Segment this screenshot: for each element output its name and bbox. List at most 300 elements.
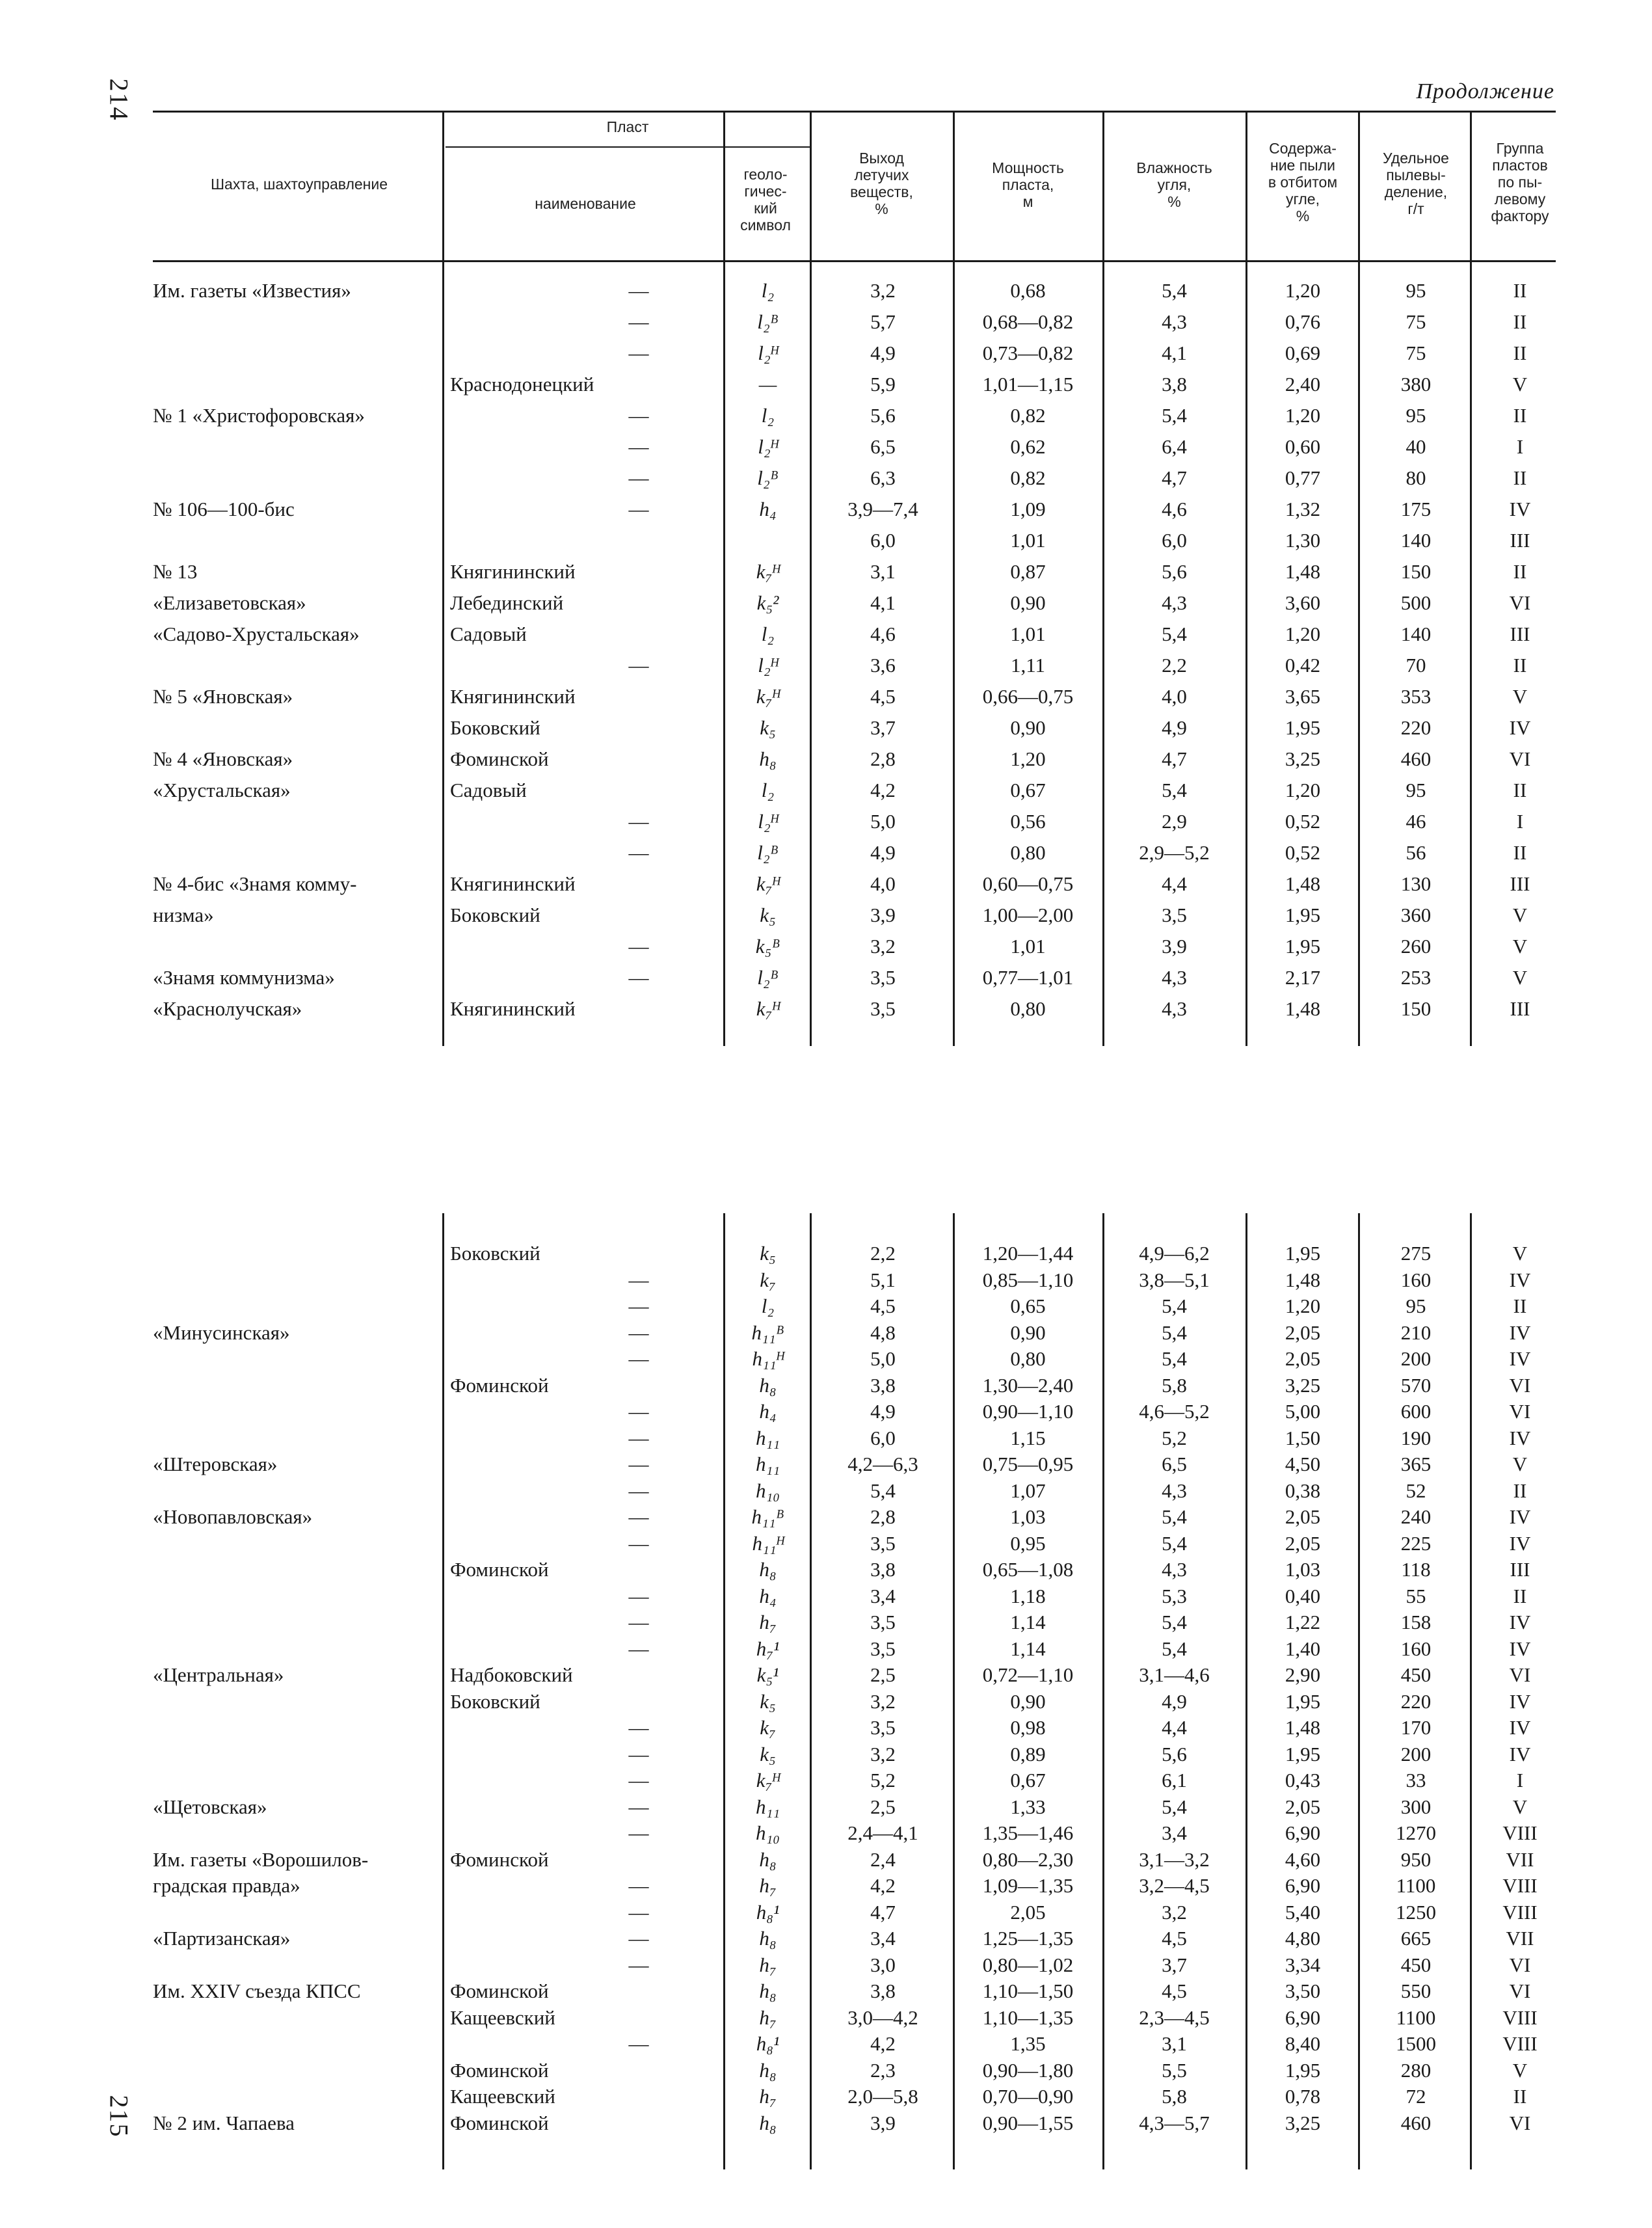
cell-sym: h₁₁ᴮ — [751, 1321, 784, 1344]
cell-mine: № 5 «Яновская» — [153, 685, 293, 708]
cell-dust: 1,20 — [1285, 404, 1321, 427]
cell-grp: VI — [1509, 1980, 1531, 2002]
cell-dust: 0,60 — [1285, 435, 1321, 458]
cell-rel: 240 — [1400, 1505, 1432, 1528]
cell-th: 0,66—0,75 — [982, 685, 1074, 708]
cell-sym: l₂ᴮ — [757, 466, 779, 489]
cell-dust: 1,95 — [1285, 904, 1321, 926]
cell-th: 1,01 — [1010, 935, 1046, 958]
cell-sym: h₈ — [759, 2111, 777, 2134]
cell-th: 1,15 — [1010, 1426, 1046, 1449]
cell-name: — — [628, 310, 649, 333]
cell-dust: 2,05 — [1285, 1321, 1321, 1344]
cell-name: Кащеевский — [450, 2006, 555, 2029]
cell-name: — — [628, 1769, 649, 1792]
cell-dust: 4,60 — [1285, 1847, 1321, 1871]
cell-rel: 72 — [1406, 2085, 1426, 2108]
cell-rel: 450 — [1400, 1953, 1432, 1976]
cell-sym: h₇ — [759, 1611, 777, 1633]
cell-moist: 5,8 — [1162, 1373, 1187, 1397]
cell-mine: «Партизанская» — [153, 1927, 291, 1950]
cell-name: Фоминской — [450, 1980, 549, 2002]
header-seam: Пласт — [606, 118, 649, 135]
cell-sym: k₇ᴴ — [756, 560, 780, 583]
cell-mine: № 13 — [153, 560, 198, 583]
cell-moist: 4,6—5,2 — [1139, 1400, 1210, 1423]
cell-name: — — [628, 1611, 649, 1633]
cell-mine: Им. газеты «Известия» — [153, 279, 351, 302]
cell-mine: Им. XXIV съезда КПСС — [153, 1980, 361, 2002]
cell-th: 0,65 — [1010, 1295, 1046, 1317]
cell-th: 0,77—1,01 — [982, 966, 1074, 989]
cell-vol: 4,9 — [870, 1400, 896, 1423]
cell-th: 0,72—1,10 — [982, 1663, 1074, 1686]
cell-grp: IV — [1509, 1426, 1531, 1449]
cell-vol: 2,5 — [870, 1663, 896, 1686]
cell-dust: 1,22 — [1285, 1611, 1321, 1633]
cell-vol: 3,0 — [870, 1953, 896, 1976]
cell-dust: 2,40 — [1285, 373, 1321, 396]
cell-sym: h₁₁ — [755, 1426, 780, 1449]
cell-grp: VI — [1509, 591, 1531, 614]
cell-dust: 0,40 — [1285, 1584, 1321, 1607]
cell-sym: k₅ — [760, 904, 776, 926]
page-number-bottom: 215 — [104, 2095, 134, 2138]
cell-th: 0,87 — [1010, 560, 1046, 583]
cell-grp: II — [1513, 279, 1527, 302]
cell-name: Лебединский — [450, 591, 564, 614]
cell-moist: 4,3 — [1162, 1558, 1187, 1581]
cell-grp: VI — [1509, 1373, 1531, 1397]
cell-dust: 0,78 — [1285, 2085, 1321, 2108]
seam-header-rule — [446, 146, 810, 148]
cell-name: — — [628, 1505, 649, 1528]
cell-vol: 3,2 — [870, 1742, 896, 1765]
cell-vol: 5,0 — [870, 1347, 896, 1370]
cell-moist: 4,6 — [1162, 498, 1187, 520]
cell-grp: VI — [1509, 747, 1531, 770]
cell-name: — — [628, 1426, 649, 1449]
cell-th: 0,90 — [1010, 591, 1046, 614]
cell-vol: 5,7 — [870, 310, 896, 333]
cell-th: 1,14 — [1010, 1637, 1046, 1660]
cell-name: Надбоковский — [450, 1663, 573, 1686]
cell-grp: IV — [1509, 498, 1531, 520]
cell-vol: 5,0 — [870, 810, 896, 833]
header-moisture: Влажность угля, % — [1136, 159, 1212, 210]
cell-vol: 4,2 — [870, 2032, 896, 2055]
cell-rel: 56 — [1406, 841, 1426, 864]
cell-grp: VI — [1509, 1663, 1531, 1686]
cell-vol: 5,2 — [870, 1769, 896, 1792]
cell-moist: 5,4 — [1162, 1505, 1187, 1528]
cell-rel: 140 — [1400, 529, 1432, 552]
cell-rel: 95 — [1406, 1295, 1426, 1317]
cell-dust: 1,20 — [1285, 1295, 1321, 1317]
cell-vol: 3,5 — [870, 1531, 896, 1555]
cell-rel: 460 — [1400, 2111, 1432, 2134]
cell-moist: 5,4 — [1162, 1321, 1187, 1344]
cell-grp: III — [1510, 623, 1530, 645]
cell-vol: 3,5 — [870, 997, 896, 1020]
cell-rel: 300 — [1400, 1795, 1432, 1818]
cell-moist: 4,7 — [1162, 747, 1187, 770]
cell-rel: 150 — [1400, 997, 1432, 1020]
cell-rel: 225 — [1400, 1531, 1432, 1555]
cell-name: — — [628, 1716, 649, 1739]
cell-grp: IV — [1509, 1689, 1531, 1713]
cell-dust: 2,17 — [1285, 966, 1321, 989]
cell-th: 1,00—2,00 — [982, 904, 1074, 926]
cell-th: 0,90—1,80 — [982, 2058, 1074, 2082]
cell-th: 1,11 — [1010, 654, 1046, 677]
cell-mine: «Садово-Хрустальская» — [153, 623, 360, 645]
cell-th: 1,01 — [1010, 623, 1046, 645]
cell-rel: 500 — [1400, 591, 1432, 614]
cell-dust: 1,20 — [1285, 623, 1321, 645]
cell-dust: 6,90 — [1285, 1874, 1321, 1897]
header-seam-name: наименование — [535, 195, 636, 212]
cell-moist: 5,4 — [1162, 1795, 1187, 1818]
cell-grp: II — [1513, 404, 1527, 427]
cell-vol: 3,4 — [870, 1584, 896, 1607]
cell-vol: 3,9—7,4 — [847, 498, 918, 520]
cell-th: 1,03 — [1010, 1505, 1046, 1528]
cell-dust: 3,25 — [1285, 747, 1321, 770]
cell-dust: 4,80 — [1285, 1927, 1321, 1950]
cell-name: — — [628, 1900, 649, 1924]
cell-grp: IV — [1509, 1531, 1531, 1555]
cell-rel: 360 — [1400, 904, 1432, 926]
cell-mine: «Штеровская» — [153, 1453, 278, 1475]
cell-sym: k₇ — [760, 1716, 776, 1739]
cell-sym: h₄ — [759, 498, 777, 520]
column-divider — [723, 113, 725, 1046]
cell-grp: V — [1512, 966, 1528, 989]
cell-rel: 95 — [1406, 279, 1426, 302]
cell-rel: 80 — [1406, 466, 1426, 489]
cell-grp: I — [1516, 1769, 1524, 1792]
cell-sym: h₁₁ᴮ — [751, 1505, 784, 1528]
cell-sym: k₅ — [760, 1242, 776, 1265]
cell-dust: 1,95 — [1285, 716, 1321, 739]
page-number-top: 214 — [104, 78, 134, 122]
cell-vol: 5,6 — [870, 404, 896, 427]
cell-sym: l₂ — [761, 404, 775, 427]
cell-th: 0,80 — [1010, 997, 1046, 1020]
column-divider — [442, 113, 444, 1046]
cell-mine: «Елизаветовская» — [153, 591, 306, 614]
cell-rel: 150 — [1400, 560, 1432, 583]
cell-name: Фоминской — [450, 1847, 549, 1871]
cell-moist: 4,3—5,7 — [1139, 2111, 1210, 2134]
cell-moist: 3,4 — [1162, 1821, 1187, 1844]
cell-mine: «Центральная» — [153, 1663, 284, 1686]
cell-grp: III — [1510, 997, 1530, 1020]
cell-sym: k₇ — [760, 1268, 776, 1291]
cell-grp: III — [1510, 1558, 1530, 1581]
cell-sym: h₇ — [759, 1953, 777, 1976]
cell-name: — — [628, 1531, 649, 1555]
cell-sym: h₁₀ — [755, 1479, 780, 1502]
column-divider — [810, 1213, 812, 2169]
cell-name: — — [628, 810, 649, 833]
header-volatiles: Выход летучих веществ, % — [850, 150, 913, 217]
cell-moist: 3,9 — [1162, 935, 1187, 958]
cell-vol: 2,4 — [870, 1847, 896, 1871]
cell-th: 1,20—1,44 — [982, 1242, 1074, 1265]
cell-rel: 253 — [1400, 966, 1432, 989]
cell-vol: 6,0 — [870, 529, 896, 552]
cell-th: 0,60—0,75 — [982, 872, 1074, 895]
cell-dust: 1,95 — [1285, 1742, 1321, 1765]
cell-name: — — [628, 1637, 649, 1660]
cell-grp: V — [1512, 1453, 1528, 1475]
cell-grp: VII — [1506, 1847, 1534, 1871]
cell-moist: 5,4 — [1162, 1347, 1187, 1370]
cell-rel: 1270 — [1396, 1821, 1436, 1844]
cell-rel: 40 — [1406, 435, 1426, 458]
cell-moist: 4,9 — [1162, 716, 1187, 739]
cell-moist: 4,3 — [1162, 966, 1187, 989]
cell-name: Княгининский — [450, 560, 576, 583]
cell-dust: 3,25 — [1285, 1373, 1321, 1397]
cell-sym: h₁₀ — [755, 1821, 780, 1844]
cell-grp: II — [1513, 342, 1527, 364]
cell-rel: 1100 — [1396, 1874, 1436, 1897]
header-dust-content: Содержа- ние пыли в отбитом угле, % — [1268, 140, 1338, 224]
cell-name: Фоминской — [450, 1558, 549, 1581]
cell-moist: 4,3 — [1162, 997, 1187, 1020]
cell-dust: 0,52 — [1285, 810, 1321, 833]
cell-sym: k₇ᴴ — [756, 872, 780, 895]
cell-mine: «Знамя коммунизма» — [153, 966, 335, 989]
cell-vol: 4,1 — [870, 591, 896, 614]
cell-dust: 1,48 — [1285, 560, 1321, 583]
cell-name: Фоминской — [450, 1373, 549, 1397]
cell-sym: h₈ — [759, 1558, 777, 1581]
cell-moist: 5,6 — [1162, 560, 1187, 583]
cell-name: Фоминской — [450, 747, 549, 770]
cell-name: — — [628, 498, 649, 520]
cell-dust: 1,95 — [1285, 935, 1321, 958]
cell-th: 1,01 — [1010, 529, 1046, 552]
cell-vol: 5,4 — [870, 1479, 896, 1502]
cell-grp: II — [1513, 1479, 1527, 1502]
cell-sym: h₈ — [759, 1847, 777, 1871]
column-divider — [723, 1213, 725, 2169]
cell-dust: 4,50 — [1285, 1453, 1321, 1475]
cell-moist: 6,0 — [1162, 529, 1187, 552]
cell-moist: 4,3 — [1162, 1479, 1187, 1502]
cell-grp: IV — [1509, 1637, 1531, 1660]
cell-name: Боковский — [450, 904, 540, 926]
cell-vol: 3,9 — [870, 904, 896, 926]
cell-moist: 3,1—4,6 — [1139, 1663, 1210, 1686]
cell-vol: 6,0 — [870, 1426, 896, 1449]
cell-rel: 190 — [1400, 1426, 1432, 1449]
cell-moist: 2,3—4,5 — [1139, 2006, 1210, 2029]
cell-vol: 4,6 — [870, 623, 896, 645]
cell-dust: 0,76 — [1285, 310, 1321, 333]
cell-th: 2,05 — [1010, 1900, 1046, 1924]
cell-grp: II — [1513, 1295, 1527, 1317]
cell-mine: «Краснолучская» — [153, 997, 302, 1020]
cell-vol: 4,2—6,3 — [847, 1453, 918, 1475]
cell-moist: 5,4 — [1162, 623, 1187, 645]
cell-vol: 2,8 — [870, 1505, 896, 1528]
cell-th: 0,56 — [1010, 810, 1046, 833]
cell-vol: 6,3 — [870, 466, 896, 489]
cell-dust: 0,69 — [1285, 342, 1321, 364]
cell-th: 0,67 — [1010, 1769, 1046, 1792]
cell-th: 0,98 — [1010, 1716, 1046, 1739]
cell-th: 0,80—1,02 — [982, 1953, 1074, 1976]
cell-rel: 380 — [1400, 373, 1432, 396]
cell-vol: 3,1 — [870, 560, 896, 583]
cell-sym: h₈ — [759, 1373, 777, 1397]
cell-sym: k₅ — [760, 1689, 776, 1713]
cell-rel: 158 — [1400, 1611, 1432, 1633]
cell-rel: 275 — [1400, 1242, 1432, 1265]
cell-sym: l₂ — [761, 779, 775, 801]
cell-rel: 118 — [1401, 1558, 1431, 1581]
cell-grp: III — [1510, 872, 1530, 895]
cell-rel: 140 — [1400, 623, 1432, 645]
cell-sym: k₇ᴴ — [756, 1769, 780, 1792]
cell-th: 0,80 — [1010, 1347, 1046, 1370]
cell-grp: V — [1512, 904, 1528, 926]
cell-moist: 4,7 — [1162, 466, 1187, 489]
cell-vol: 3,4 — [870, 1927, 896, 1950]
cell-sym: l₂ — [761, 1295, 775, 1317]
cell-dust: 1,03 — [1285, 1558, 1321, 1581]
cell-grp: VIII — [1502, 1874, 1538, 1897]
cell-mine: № 4-бис «Знамя комму- — [153, 872, 357, 895]
cell-sym: h₈¹ — [756, 2032, 780, 2055]
column-divider — [1358, 113, 1360, 1046]
cell-moist: 4,3 — [1162, 591, 1187, 614]
cell-rel: 460 — [1400, 747, 1432, 770]
cell-rel: 1500 — [1396, 2032, 1436, 2055]
cell-name: Боковский — [450, 1689, 540, 1713]
cell-moist: 4,5 — [1162, 1980, 1187, 2002]
cell-vol: 3,2 — [870, 935, 896, 958]
cell-sym: h₈ — [759, 747, 777, 770]
cell-dust: 0,43 — [1285, 1769, 1321, 1792]
cell-vol: 2,2 — [870, 1242, 896, 1265]
cell-vol: 3,5 — [870, 1637, 896, 1660]
cell-moist: 3,8 — [1162, 373, 1187, 396]
cell-vol: 2,8 — [870, 747, 896, 770]
cell-sym: l₂ — [761, 279, 775, 302]
column-divider — [1358, 1213, 1360, 2169]
cell-th: 0,68—0,82 — [982, 310, 1074, 333]
cell-grp: IV — [1509, 1611, 1531, 1633]
cell-moist: 3,2—4,5 — [1139, 1874, 1210, 1897]
cell-vol: 4,8 — [870, 1321, 896, 1344]
cell-rel: 33 — [1406, 1769, 1426, 1792]
cell-th: 1,09—1,35 — [982, 1874, 1074, 1897]
cell-mine: «Хрустальская» — [153, 779, 291, 801]
cell-dust: 3,60 — [1285, 591, 1321, 614]
cell-vol: 3,5 — [870, 1611, 896, 1633]
cell-dust: 1,40 — [1285, 1637, 1321, 1660]
cell-dust: 3,50 — [1285, 1980, 1321, 2002]
cell-grp: II — [1513, 466, 1527, 489]
cell-rel: 95 — [1406, 779, 1426, 801]
cell-vol: 3,8 — [870, 1980, 896, 2002]
cell-name: — — [628, 935, 649, 958]
cell-moist: 5,4 — [1162, 1611, 1187, 1633]
cell-name: — — [628, 1795, 649, 1818]
cell-sym: h₄ — [759, 1400, 777, 1423]
cell-sym: l₂ᴴ — [758, 435, 778, 458]
cell-moist: 5,4 — [1162, 279, 1187, 302]
cell-rel: 665 — [1400, 1927, 1432, 1950]
cell-dust: 1,48 — [1285, 997, 1321, 1020]
cell-vol: 4,7 — [870, 1900, 896, 1924]
cell-moist: 4,9 — [1162, 1689, 1187, 1713]
cell-moist: 2,9 — [1162, 810, 1187, 833]
cell-vol: 3,8 — [870, 1558, 896, 1581]
cell-th: 0,65—1,08 — [982, 1558, 1074, 1581]
cell-grp: IV — [1509, 1716, 1531, 1739]
cell-th: 0,82 — [1010, 466, 1046, 489]
cell-rel: 170 — [1400, 1716, 1432, 1739]
cell-th: 0,89 — [1010, 1742, 1046, 1765]
cell-dust: 6,90 — [1285, 2006, 1321, 2029]
cell-moist: 5,4 — [1162, 404, 1187, 427]
cell-name: Боковский — [450, 1242, 540, 1265]
cell-mine: № 1 «Христофоровская» — [153, 404, 365, 427]
cell-moist: 5,6 — [1162, 1742, 1187, 1765]
cell-dust: 5,00 — [1285, 1400, 1321, 1423]
cell-dust: 1,20 — [1285, 279, 1321, 302]
cell-moist: 3,8—5,1 — [1139, 1268, 1210, 1291]
cell-sym: h₈¹ — [756, 1900, 780, 1924]
cell-vol: 4,2 — [870, 1874, 896, 1897]
cell-dust: 2,90 — [1285, 1663, 1321, 1686]
cell-vol: 3,8 — [870, 1373, 896, 1397]
cell-rel: 70 — [1406, 654, 1426, 677]
cell-sym: l₂ᴮ — [757, 841, 779, 864]
cell-th: 1,10—1,50 — [982, 1980, 1074, 2002]
cell-name: — — [628, 1347, 649, 1370]
cell-vol: 3,2 — [870, 1689, 896, 1713]
cell-moist: 5,4 — [1162, 779, 1187, 801]
cell-grp: II — [1513, 2085, 1527, 2108]
cell-rel: 52 — [1406, 1479, 1426, 1502]
cell-vol: 3,5 — [870, 966, 896, 989]
cell-name: — — [628, 1742, 649, 1765]
cell-sym: h₁₁ — [755, 1453, 780, 1475]
cell-rel: 1100 — [1396, 2006, 1436, 2029]
cell-rel: 570 — [1400, 1373, 1432, 1397]
cell-name: — — [628, 1953, 649, 1976]
cell-sym: l₂ᴮ — [757, 310, 779, 333]
cell-dust: 1,48 — [1285, 872, 1321, 895]
cell-vol: 2,0—5,8 — [847, 2085, 918, 2108]
cell-rel: 260 — [1400, 935, 1432, 958]
cell-dust: 1,30 — [1285, 529, 1321, 552]
cell-grp: VIII — [1502, 2006, 1538, 2029]
cell-rel: 160 — [1400, 1637, 1432, 1660]
cell-moist: 6,5 — [1162, 1453, 1187, 1475]
cell-vol: 5,9 — [870, 373, 896, 396]
cell-grp: IV — [1509, 1742, 1531, 1765]
cell-name: — — [628, 1321, 649, 1344]
